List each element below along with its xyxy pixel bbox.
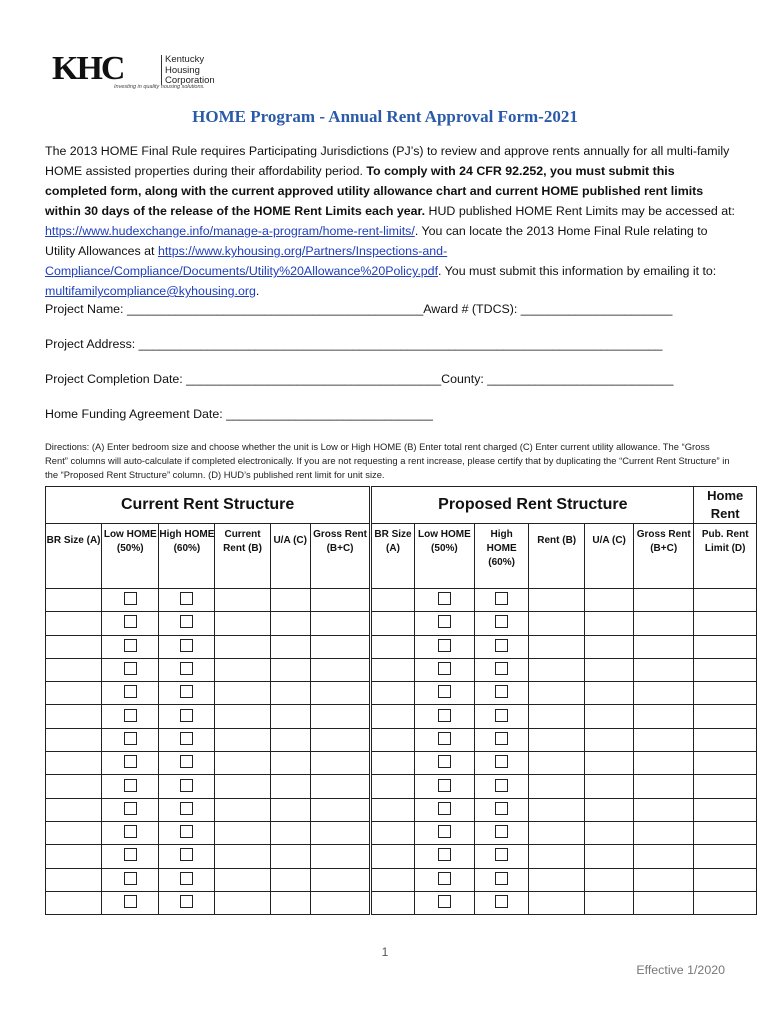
- input-cell[interactable]: [585, 612, 634, 635]
- input-cell[interactable]: [634, 728, 694, 751]
- low-home-checkbox[interactable]: [438, 779, 451, 792]
- checkbox-cell: [414, 682, 474, 705]
- input-cell[interactable]: [215, 775, 270, 798]
- input-cell[interactable]: [46, 682, 102, 705]
- checkbox-cell: [414, 589, 474, 612]
- input-cell[interactable]: [215, 845, 270, 868]
- checkbox-cell: [475, 775, 529, 798]
- input-cell[interactable]: [371, 891, 414, 914]
- input-cell[interactable]: [634, 868, 694, 891]
- low-home-checkbox[interactable]: [124, 755, 137, 768]
- low-home-checkbox[interactable]: [124, 709, 137, 722]
- input-cell[interactable]: [585, 821, 634, 844]
- table-row: [46, 752, 757, 775]
- input-cell[interactable]: [585, 845, 634, 868]
- low-home-checkbox[interactable]: [124, 639, 137, 652]
- input-cell[interactable]: [585, 682, 634, 705]
- checkbox-cell: [475, 612, 529, 635]
- checkbox-cell: [475, 635, 529, 658]
- funding-agreement-date-field[interactable]: Home Funding Agreement Date: ______________________________: [45, 407, 433, 421]
- input-cell[interactable]: [310, 728, 370, 751]
- input-cell[interactable]: [215, 589, 270, 612]
- input-cell[interactable]: [371, 705, 414, 728]
- checkbox-cell: [414, 868, 474, 891]
- input-cell[interactable]: [694, 891, 757, 914]
- table-row: [46, 658, 757, 681]
- table-row: [46, 728, 757, 751]
- input-cell[interactable]: [270, 891, 310, 914]
- logo-line-2: Housing: [165, 64, 200, 76]
- input-cell[interactable]: [371, 728, 414, 751]
- checkbox-cell: [159, 658, 215, 681]
- rent-structure-table: [45, 486, 757, 915]
- input-cell[interactable]: [585, 775, 634, 798]
- input-cell[interactable]: [634, 891, 694, 914]
- intro-paragraph: [45, 141, 735, 301]
- low-home-checkbox[interactable]: [124, 779, 137, 792]
- low-home-checkbox[interactable]: [124, 685, 137, 698]
- high-home-checkbox[interactable]: [180, 779, 193, 792]
- proposed-rent-structure-header: Proposed Rent Structure: [371, 487, 694, 524]
- high-home-checkbox[interactable]: [495, 872, 508, 885]
- input-cell[interactable]: [310, 752, 370, 775]
- input-cell[interactable]: [694, 682, 757, 705]
- input-cell[interactable]: [270, 635, 310, 658]
- input-cell[interactable]: [310, 891, 370, 914]
- input-cell[interactable]: [529, 728, 585, 751]
- high-home-checkbox[interactable]: [495, 779, 508, 792]
- checkbox-cell: [159, 705, 215, 728]
- input-cell[interactable]: [694, 589, 757, 612]
- checkbox-cell: [475, 891, 529, 914]
- low-home-checkbox[interactable]: [438, 848, 451, 861]
- col-gross-rent: Gross Rent (B+C): [310, 524, 370, 589]
- input-cell[interactable]: [694, 752, 757, 775]
- low-home-checkbox[interactable]: [438, 802, 451, 815]
- high-home-checkbox[interactable]: [180, 825, 193, 838]
- low-home-checkbox[interactable]: [124, 802, 137, 815]
- effective-date: Effective 1/2020: [636, 963, 725, 977]
- input-cell[interactable]: [529, 845, 585, 868]
- input-cell[interactable]: [585, 728, 634, 751]
- checkbox-cell: [414, 705, 474, 728]
- input-cell[interactable]: [529, 682, 585, 705]
- input-cell[interactable]: [694, 821, 757, 844]
- checkbox-cell: [102, 821, 159, 844]
- table-row: [46, 845, 757, 868]
- checkbox-cell: [102, 612, 159, 635]
- input-cell[interactable]: [529, 868, 585, 891]
- input-cell[interactable]: [270, 798, 310, 821]
- home-rent-header: Home Rent: [694, 487, 757, 524]
- checkbox-cell: [475, 728, 529, 751]
- input-cell[interactable]: [46, 658, 102, 681]
- low-home-checkbox[interactable]: [438, 592, 451, 605]
- input-cell[interactable]: [310, 798, 370, 821]
- input-cell[interactable]: [46, 821, 102, 844]
- checkbox-cell: [475, 798, 529, 821]
- low-home-checkbox[interactable]: [124, 732, 137, 745]
- input-cell[interactable]: [46, 775, 102, 798]
- page-number: 1: [381, 945, 389, 959]
- hud-rent-limits-link[interactable]: https://www.hudexchange.info/manage-a-program/home-rent-limits/: [45, 224, 415, 238]
- high-home-checkbox[interactable]: [180, 592, 193, 605]
- input-cell[interactable]: [310, 612, 370, 635]
- input-cell[interactable]: [371, 682, 414, 705]
- table-row: [46, 775, 757, 798]
- input-cell[interactable]: [270, 612, 310, 635]
- checkbox-cell: [159, 845, 215, 868]
- low-home-checkbox[interactable]: [124, 825, 137, 838]
- checkbox-cell: [475, 821, 529, 844]
- input-cell[interactable]: [215, 705, 270, 728]
- input-cell[interactable]: [585, 752, 634, 775]
- low-home-checkbox[interactable]: [124, 662, 137, 675]
- input-cell[interactable]: [634, 658, 694, 681]
- project-name-field[interactable]: Project Name: ___________________________________________Award # (TDCS): ______________________: [45, 302, 673, 316]
- checkbox-cell: [475, 658, 529, 681]
- input-cell[interactable]: [270, 775, 310, 798]
- checkbox-cell: [102, 635, 159, 658]
- checkbox-cell: [475, 589, 529, 612]
- input-cell[interactable]: [310, 775, 370, 798]
- high-home-checkbox[interactable]: [495, 732, 508, 745]
- input-cell[interactable]: [585, 798, 634, 821]
- input-cell[interactable]: [310, 682, 370, 705]
- input-cell[interactable]: [634, 705, 694, 728]
- input-cell[interactable]: [585, 891, 634, 914]
- high-home-checkbox[interactable]: [495, 685, 508, 698]
- input-cell[interactable]: [215, 612, 270, 635]
- col-gross-rent-proposed: Gross Rent (B+C): [634, 524, 694, 589]
- high-home-checkbox[interactable]: [495, 848, 508, 861]
- low-home-checkbox[interactable]: [438, 895, 451, 908]
- input-cell[interactable]: [215, 682, 270, 705]
- checkbox-cell: [414, 798, 474, 821]
- checkbox-cell: [159, 775, 215, 798]
- high-home-checkbox[interactable]: [495, 615, 508, 628]
- table-row: [46, 682, 757, 705]
- checkbox-cell: [102, 682, 159, 705]
- high-home-checkbox[interactable]: [180, 872, 193, 885]
- checkbox-cell: [159, 612, 215, 635]
- checkbox-cell: [159, 868, 215, 891]
- logo-tagline: Investing in quality housing solutions.: [114, 84, 205, 90]
- input-cell[interactable]: [529, 589, 585, 612]
- khc-logo: [52, 52, 232, 94]
- low-home-checkbox[interactable]: [124, 872, 137, 885]
- checkbox-cell: [475, 682, 529, 705]
- input-cell[interactable]: [634, 635, 694, 658]
- high-home-checkbox[interactable]: [180, 802, 193, 815]
- input-cell[interactable]: [371, 821, 414, 844]
- input-cell[interactable]: [585, 589, 634, 612]
- input-cell[interactable]: [371, 798, 414, 821]
- high-home-checkbox[interactable]: [495, 825, 508, 838]
- input-cell[interactable]: [634, 752, 694, 775]
- checkbox-cell: [102, 728, 159, 751]
- input-cell[interactable]: [215, 821, 270, 844]
- high-home-checkbox[interactable]: [180, 685, 193, 698]
- input-cell[interactable]: [694, 635, 757, 658]
- intro-text-1: The 2013 HOME Final Rule requires Participating Jurisdictions (PJ’s) to review and approve rents annually for all multi-family HOME assisted properties during their affordability period.: [45, 144, 730, 178]
- input-cell[interactable]: [529, 891, 585, 914]
- intro-bold-requirement: To comply with 24 CFR 92.252, you must submit this completed form, along with the current approved utility allowance chart and current HOME published rent limits within 30 days of the release of the HOME Rent Limits each year.: [45, 164, 704, 218]
- input-cell[interactable]: [215, 798, 270, 821]
- logo-org-name: [165, 55, 215, 87]
- intro-text-2: HUD published HOME Rent Limits may be accessed at:: [425, 204, 735, 218]
- input-cell[interactable]: [215, 635, 270, 658]
- compliance-email-link[interactable]: multifamilycompliance@kyhousing.org: [45, 284, 256, 298]
- input-cell[interactable]: [529, 775, 585, 798]
- high-home-checkbox[interactable]: [180, 732, 193, 745]
- table-row: [46, 705, 757, 728]
- input-cell[interactable]: [46, 612, 102, 635]
- checkbox-cell: [159, 682, 215, 705]
- col-high-home: High HOME (60%): [159, 524, 215, 589]
- input-cell[interactable]: [694, 658, 757, 681]
- checkbox-cell: [102, 868, 159, 891]
- utility-allowance-policy-link[interactable]: https://www.kyhousing.org/Partners/Inspections-and-Compliance/Compliance/Documents/Utility%20Allowance%20Policy.pdf: [45, 244, 448, 278]
- table-row: [46, 635, 757, 658]
- input-cell[interactable]: [371, 612, 414, 635]
- col-current-rent: Current Rent (B): [215, 524, 270, 589]
- low-home-checkbox[interactable]: [438, 872, 451, 885]
- high-home-checkbox[interactable]: [180, 895, 193, 908]
- input-cell[interactable]: [634, 845, 694, 868]
- low-home-checkbox[interactable]: [438, 662, 451, 675]
- input-cell[interactable]: [634, 775, 694, 798]
- input-cell[interactable]: [46, 635, 102, 658]
- low-home-checkbox[interactable]: [438, 732, 451, 745]
- high-home-checkbox[interactable]: [495, 592, 508, 605]
- high-home-checkbox[interactable]: [180, 848, 193, 861]
- input-cell[interactable]: [215, 868, 270, 891]
- input-cell[interactable]: [310, 589, 370, 612]
- col-ua: U/A (C): [270, 524, 310, 589]
- input-cell[interactable]: [371, 752, 414, 775]
- input-cell[interactable]: [310, 845, 370, 868]
- current-rent-structure-header: Current Rent Structure: [46, 487, 371, 524]
- intro-text-3: . You can locate the 2013 Home Final Rule relating to Utility Allowances at: [45, 224, 708, 258]
- input-cell[interactable]: [310, 705, 370, 728]
- high-home-checkbox[interactable]: [495, 709, 508, 722]
- high-home-checkbox[interactable]: [495, 662, 508, 675]
- input-cell[interactable]: [310, 868, 370, 891]
- low-home-checkbox[interactable]: [438, 825, 451, 838]
- input-cell[interactable]: [529, 658, 585, 681]
- low-home-checkbox[interactable]: [438, 685, 451, 698]
- input-cell[interactable]: [270, 821, 310, 844]
- low-home-checkbox[interactable]: [124, 592, 137, 605]
- input-cell[interactable]: [585, 868, 634, 891]
- high-home-checkbox[interactable]: [495, 802, 508, 815]
- input-cell[interactable]: [215, 752, 270, 775]
- input-cell[interactable]: [310, 635, 370, 658]
- input-cell[interactable]: [215, 891, 270, 914]
- checkbox-cell: [102, 658, 159, 681]
- low-home-checkbox[interactable]: [438, 639, 451, 652]
- input-cell[interactable]: [46, 752, 102, 775]
- input-cell[interactable]: [46, 705, 102, 728]
- high-home-checkbox[interactable]: [495, 755, 508, 768]
- input-cell[interactable]: [46, 589, 102, 612]
- input-cell[interactable]: [270, 845, 310, 868]
- input-cell[interactable]: [694, 612, 757, 635]
- checkbox-cell: [159, 589, 215, 612]
- checkbox-cell: [414, 821, 474, 844]
- low-home-checkbox[interactable]: [124, 615, 137, 628]
- col-low-home-proposed: Low HOME (50%): [414, 524, 474, 589]
- input-cell[interactable]: [634, 821, 694, 844]
- input-cell[interactable]: [310, 821, 370, 844]
- checkbox-cell: [102, 845, 159, 868]
- input-cell[interactable]: [634, 612, 694, 635]
- input-cell[interactable]: [371, 868, 414, 891]
- input-cell[interactable]: [270, 752, 310, 775]
- checkbox-cell: [414, 728, 474, 751]
- col-ua-proposed: U/A (C): [585, 524, 634, 589]
- low-home-checkbox[interactable]: [438, 709, 451, 722]
- input-cell[interactable]: [215, 658, 270, 681]
- input-cell[interactable]: [694, 868, 757, 891]
- checkbox-cell: [414, 845, 474, 868]
- low-home-checkbox[interactable]: [438, 615, 451, 628]
- input-cell[interactable]: [585, 658, 634, 681]
- project-address-field[interactable]: Project Address: ____________________________________________________________________________: [45, 337, 663, 351]
- table-row: [46, 798, 757, 821]
- checkbox-cell: [475, 868, 529, 891]
- input-cell[interactable]: [529, 798, 585, 821]
- checkbox-cell: [159, 635, 215, 658]
- table-row: [46, 868, 757, 891]
- high-home-checkbox[interactable]: [180, 615, 193, 628]
- input-cell[interactable]: [270, 589, 310, 612]
- checkbox-cell: [414, 635, 474, 658]
- input-cell[interactable]: [585, 635, 634, 658]
- table-row: [46, 891, 757, 914]
- input-cell[interactable]: [529, 635, 585, 658]
- input-cell[interactable]: [270, 868, 310, 891]
- input-cell[interactable]: [270, 705, 310, 728]
- checkbox-cell: [102, 589, 159, 612]
- high-home-checkbox[interactable]: [495, 639, 508, 652]
- table-row: [46, 612, 757, 635]
- input-cell[interactable]: [694, 728, 757, 751]
- checkbox-cell: [102, 705, 159, 728]
- input-cell[interactable]: [46, 798, 102, 821]
- input-cell[interactable]: [529, 752, 585, 775]
- checkbox-cell: [102, 775, 159, 798]
- input-cell[interactable]: [46, 728, 102, 751]
- col-br-size-proposed: BR Size (A): [371, 524, 414, 589]
- checkbox-cell: [102, 752, 159, 775]
- high-home-checkbox[interactable]: [180, 662, 193, 675]
- checkbox-cell: [475, 705, 529, 728]
- table-row: [46, 821, 757, 844]
- input-cell[interactable]: [529, 821, 585, 844]
- input-cell[interactable]: [371, 845, 414, 868]
- input-cell[interactable]: [371, 658, 414, 681]
- input-cell[interactable]: [529, 705, 585, 728]
- checkbox-cell: [159, 752, 215, 775]
- checkbox-cell: [475, 752, 529, 775]
- low-home-checkbox[interactable]: [438, 755, 451, 768]
- input-cell[interactable]: [46, 891, 102, 914]
- input-cell[interactable]: [694, 845, 757, 868]
- input-cell[interactable]: [270, 682, 310, 705]
- checkbox-cell: [159, 728, 215, 751]
- logo-line-1: Kentucky: [165, 54, 205, 65]
- logo-mark: KHC: [52, 50, 124, 87]
- input-cell[interactable]: [371, 775, 414, 798]
- checkbox-cell: [159, 798, 215, 821]
- logo-line-3: Corporation: [165, 75, 215, 86]
- high-home-checkbox[interactable]: [180, 639, 193, 652]
- input-cell[interactable]: [371, 635, 414, 658]
- page-title: HOME Program - Annual Rent Approval Form-2021: [192, 107, 578, 126]
- checkbox-cell: [102, 798, 159, 821]
- input-cell[interactable]: [215, 728, 270, 751]
- input-cell[interactable]: [46, 845, 102, 868]
- table-row: [46, 589, 757, 612]
- col-low-home: Low HOME (50%): [102, 524, 159, 589]
- checkbox-cell: [414, 891, 474, 914]
- directions-text: Directions: (A) Enter bedroom size and choose whether the unit is Low or High HOME (B) Enter total rent charged (C) Enter current utility allowance. The “Gross Rent” columns will auto-calculate if completed electronically. If you are not requesting a rent increase, please certify that by duplicating the “Current Rent Structure” in the “Proposed Rent Structure” column. (D) HUD’s published rent limit for unit size.: [45, 441, 730, 480]
- input-cell[interactable]: [270, 728, 310, 751]
- input-cell[interactable]: [694, 775, 757, 798]
- logo-divider: [161, 55, 162, 85]
- col-pub-rent-limit: Pub. Rent Limit (D): [694, 524, 757, 589]
- checkbox-cell: [159, 821, 215, 844]
- intro-text-4: . You must submit this information by emailing it to:: [438, 264, 717, 278]
- checkbox-cell: [159, 891, 215, 914]
- checkbox-cell: [414, 658, 474, 681]
- checkbox-cell: [102, 891, 159, 914]
- col-br-size: BR Size (A): [46, 524, 102, 589]
- input-cell[interactable]: [529, 612, 585, 635]
- input-cell[interactable]: [585, 705, 634, 728]
- input-cell[interactable]: [694, 705, 757, 728]
- high-home-checkbox[interactable]: [180, 755, 193, 768]
- input-cell[interactable]: [634, 682, 694, 705]
- input-cell[interactable]: [310, 658, 370, 681]
- high-home-checkbox[interactable]: [180, 709, 193, 722]
- input-cell[interactable]: [371, 589, 414, 612]
- input-cell[interactable]: [694, 798, 757, 821]
- input-cell[interactable]: [46, 868, 102, 891]
- low-home-checkbox[interactable]: [124, 848, 137, 861]
- completion-date-field[interactable]: Project Completion Date: _____________________________________County: ___________________________: [45, 372, 674, 386]
- input-cell[interactable]: [270, 658, 310, 681]
- checkbox-cell: [475, 845, 529, 868]
- low-home-checkbox[interactable]: [124, 895, 137, 908]
- checkbox-cell: [414, 612, 474, 635]
- col-rent-proposed: Rent (B): [529, 524, 585, 589]
- intro-text-5: .: [255, 284, 260, 298]
- high-home-checkbox[interactable]: [495, 895, 508, 908]
- checkbox-cell: [414, 752, 474, 775]
- checkbox-cell: [414, 775, 474, 798]
- input-cell[interactable]: [634, 798, 694, 821]
- col-high-home-proposed: High HOME (60%): [475, 524, 529, 589]
- input-cell[interactable]: [634, 589, 694, 612]
